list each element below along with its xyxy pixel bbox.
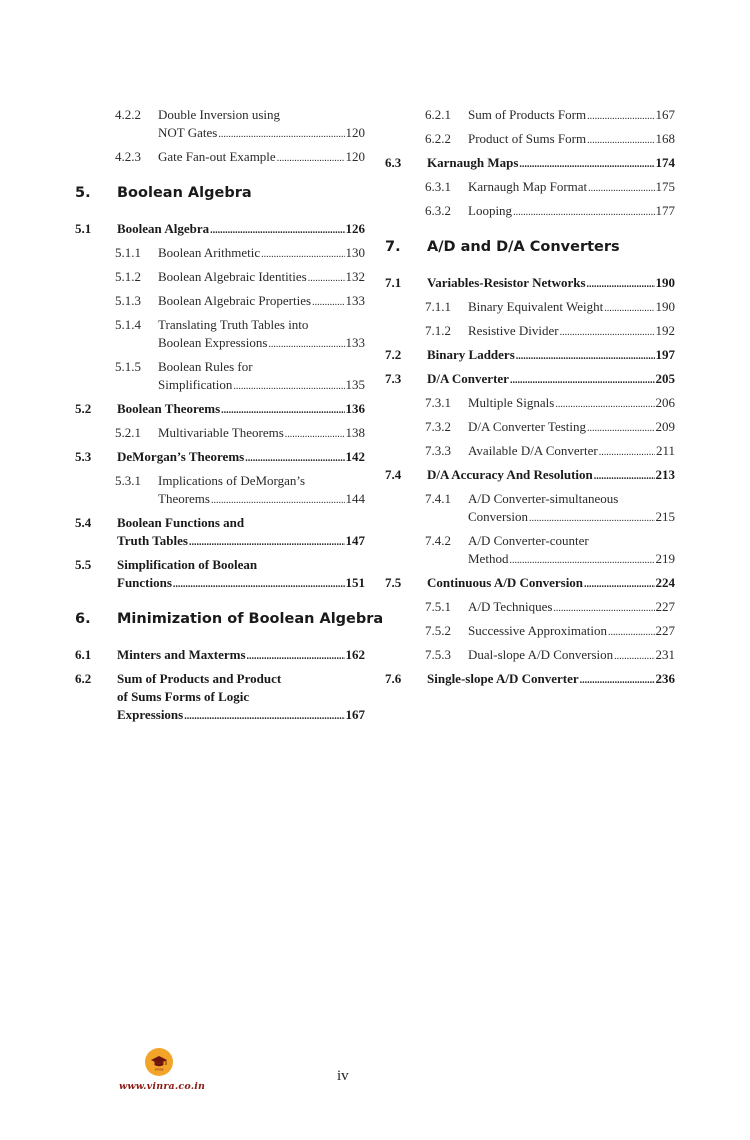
toc-entry-text: Boolean Algebra (117, 185, 252, 201)
toc-entry-text: D/A Converter Testing (468, 419, 587, 434)
toc-page-number: 167 (345, 707, 365, 722)
dot-leader (308, 270, 345, 288)
toc-entry-number: 5.1.2 (115, 269, 141, 284)
dot-leader (587, 276, 655, 294)
toc-entry-number: 6.2 (75, 671, 92, 686)
toc-page-number: 190 (655, 299, 675, 314)
toc-entry-text: Boolean Functions and (117, 515, 245, 530)
toc-entry-text: Boolean Algebra (117, 221, 210, 236)
toc-entry-text: A/D Converter-counter (468, 533, 589, 548)
dot-leader (513, 204, 654, 222)
dot-leader (285, 426, 345, 444)
publisher-logo (145, 1048, 173, 1076)
dot-leader (587, 108, 654, 126)
toc-entry-number: 7.4 (385, 467, 402, 482)
toc-entry-title (158, 358, 365, 396)
graduation-cap-icon (150, 1053, 168, 1071)
toc-entry-text: Double Inversion using (158, 107, 281, 122)
toc-page-number: 126 (345, 221, 365, 236)
toc-entry-text: Boolean Theorems (117, 401, 221, 416)
dot-leader (268, 336, 344, 354)
toc-page-number: 219 (655, 551, 675, 566)
toc-entry-number: 4.2.3 (115, 149, 141, 164)
publisher-website[interactable]: www.vinra.co.in (119, 1081, 206, 1092)
dot-leader (210, 222, 344, 240)
dot-leader (516, 348, 655, 366)
toc-entry-title (427, 154, 675, 174)
toc-entry-text: of Sums Forms of Logic (117, 689, 250, 704)
toc-entry-title (468, 322, 675, 342)
toc-entry-text: Conversion (468, 509, 528, 524)
toc-page-number: 135 (345, 377, 365, 392)
toc-entry-number: 6.3 (385, 155, 402, 170)
toc-entry-title (117, 611, 384, 627)
toc-entry-title (468, 106, 675, 126)
toc-entry-number: 7.4.1 (425, 491, 451, 506)
toc-entry-title (468, 130, 675, 150)
toc-entry-title (117, 646, 365, 666)
toc-entry-number: 6.2.2 (425, 131, 451, 146)
toc-entry-text: Available D/A Converter (468, 443, 598, 458)
toc-entry-number: 6.3.2 (425, 203, 451, 218)
toc-entry-text: Truth Tables (117, 533, 188, 548)
toc-entry-number: 5.3 (75, 449, 92, 464)
toc-page-number: 133 (345, 293, 365, 308)
toc-entry-number: 5.4 (75, 515, 92, 530)
toc-entry-text: Translating Truth Tables into (158, 317, 309, 332)
toc-entry-number: 5. (75, 185, 91, 201)
toc-page-number: 236 (655, 671, 675, 686)
toc-entry-text: Multivariable Theorems (158, 425, 284, 440)
dot-leader (233, 378, 344, 396)
toc-entry-title (468, 418, 675, 438)
dot-leader (580, 672, 655, 690)
toc-entry-title (427, 670, 675, 690)
toc-entry-title (468, 298, 675, 318)
toc-entry-text: Functions (117, 575, 172, 590)
toc-entry-text: Binary Equivalent Weight (468, 299, 604, 314)
toc-entry-text: A/D Converter-simultaneous (468, 491, 619, 506)
toc-entry-title (427, 466, 675, 486)
page-number: iv (337, 1068, 349, 1084)
dot-leader (245, 450, 344, 468)
toc-entry-text: Continuous A/D Conversion (427, 575, 584, 590)
toc-entry-text: Gate Fan-out Example (158, 149, 276, 164)
toc-entry-title (427, 574, 675, 594)
toc-page-number: 213 (655, 467, 675, 482)
dot-leader (584, 576, 654, 594)
toc-entry-title (468, 532, 675, 570)
toc-entry-number: 7.5 (385, 575, 402, 590)
toc-entry-text: A/D Techniques (468, 599, 553, 614)
toc-page-number: 167 (655, 107, 675, 122)
toc-entry-number: 6.3.1 (425, 179, 451, 194)
dot-leader (604, 300, 654, 318)
toc-entry-text: DeMorgan’s Theorems (117, 449, 245, 464)
toc-page-number: 177 (655, 203, 675, 218)
toc-entry-number: 6.1 (75, 647, 92, 662)
toc-page-number: 211 (655, 443, 675, 458)
toc-entry-number: 6.2.1 (425, 107, 451, 122)
toc-entry-title (158, 472, 365, 510)
toc-page-number: 120 (345, 125, 365, 140)
dot-leader (614, 648, 654, 666)
dot-leader (560, 324, 655, 342)
toc-entry-title (468, 442, 675, 462)
toc-page-number: 120 (345, 149, 365, 164)
dot-leader (510, 372, 655, 390)
toc-entry-title (117, 185, 365, 201)
dot-leader (173, 576, 345, 594)
dot-leader (555, 396, 654, 414)
toc-entry-number: 5.2.1 (115, 425, 141, 440)
toc-page-number: 209 (655, 419, 675, 434)
dot-leader (587, 132, 654, 150)
toc-entry-title (158, 292, 365, 312)
toc-page-number: 175 (655, 179, 675, 194)
toc-entry-number: 7.3.2 (425, 419, 451, 434)
toc-entry-number: 5.5 (75, 557, 92, 572)
toc-entry-text: Sum of Products and Product (117, 671, 282, 686)
dot-leader (587, 420, 654, 438)
toc-entry-number: 6. (75, 611, 91, 627)
dot-leader (588, 180, 654, 198)
dot-leader (594, 468, 655, 486)
svg-text:vinra: vinra (154, 1067, 164, 1071)
dot-leader (509, 552, 654, 570)
dot-leader (608, 624, 654, 642)
toc-entry-text: Karnaugh Maps (427, 155, 519, 170)
toc-entry-title (468, 622, 675, 642)
toc-entry-number: 7.1 (385, 275, 402, 290)
toc-page-number: 227 (655, 599, 675, 614)
toc-entry-title (158, 106, 365, 144)
dot-leader (277, 150, 345, 168)
toc-page-number: 142 (345, 449, 365, 464)
toc-entry-number: 7.5.2 (425, 623, 451, 638)
toc-entry-title (427, 274, 675, 294)
toc-page-number: 231 (655, 647, 675, 662)
toc-entry-text: Theorems (158, 491, 210, 506)
toc-entry-title (468, 490, 675, 528)
toc-entry-title (117, 400, 365, 420)
toc-page-number: 144 (345, 491, 365, 506)
toc-page-number: 138 (345, 425, 365, 440)
toc-entry-number: 5.1.5 (115, 359, 141, 374)
dot-leader (553, 600, 654, 618)
toc-entry-text: Minters and Maxterms (117, 647, 246, 662)
toc-entry-title (158, 268, 365, 288)
toc-entry-title (117, 514, 365, 552)
toc-entry-number: 5.1.1 (115, 245, 141, 260)
dot-leader (184, 708, 344, 726)
toc-page-number: 197 (655, 347, 675, 362)
toc-entry-title (158, 316, 365, 354)
toc-entry-title (468, 646, 675, 666)
toc-entry-text: Product of Sums Form (468, 131, 587, 146)
toc-entry-number: 5.2 (75, 401, 92, 416)
toc-entry-text: Boolean Arithmetic (158, 245, 261, 260)
toc-entry-text: Simplification of Boolean (117, 557, 258, 572)
dot-leader (189, 534, 345, 552)
toc-entry-title (158, 148, 365, 168)
toc-entry-number: 7.1.2 (425, 323, 451, 338)
toc-page-number: 151 (345, 575, 365, 590)
toc-entry-number: 5.3.1 (115, 473, 141, 488)
toc-entry-title (468, 598, 675, 618)
toc-entry-title (158, 424, 365, 444)
toc-entry-number: 7.2 (385, 347, 402, 362)
toc-page-number: 168 (655, 131, 675, 146)
toc-entry-text: Multiple Signals (468, 395, 555, 410)
toc-entry-text: Looping (468, 203, 513, 218)
toc-page-number: 190 (655, 275, 675, 290)
toc-page-number: 215 (655, 509, 675, 524)
toc-entry-number: 7.1.1 (425, 299, 451, 314)
toc-entry-number: 7.6 (385, 671, 402, 686)
toc-entry-text: D/A Accuracy And Resolution (427, 467, 593, 482)
toc-entry-number: 5.1.4 (115, 317, 141, 332)
toc-entry-text: NOT Gates (158, 125, 218, 140)
toc-page-number: 205 (655, 371, 675, 386)
toc-entry-number: 7.4.2 (425, 533, 451, 548)
toc-entry-text: Boolean Rules for (158, 359, 253, 374)
dot-leader (221, 402, 344, 420)
toc-entry-title (427, 346, 675, 366)
toc-entry-text: Boolean Expressions (158, 335, 268, 350)
toc-entry-title (468, 202, 675, 222)
toc-entry-text: Binary Ladders (427, 347, 515, 362)
toc-page-number: 224 (655, 575, 675, 590)
dot-leader (247, 648, 345, 666)
toc-entry-number: 7.3.3 (425, 443, 451, 458)
toc-entry-text: Boolean Algebraic Identities (158, 269, 307, 284)
toc-entry-title (117, 220, 365, 240)
toc-entry-title (117, 670, 365, 726)
toc-entry-number: 5.1 (75, 221, 92, 236)
toc-entry-title (427, 370, 675, 390)
toc-page-number: 130 (345, 245, 365, 260)
toc-entry-text: Expressions (117, 707, 184, 722)
toc-entry-text: Dual-slope A/D Conversion (468, 647, 614, 662)
toc-page-number: 206 (655, 395, 675, 410)
toc-entry-text: Boolean Algebraic Properties (158, 293, 312, 308)
toc-entry-text: Karnaugh Map Format (468, 179, 588, 194)
toc-entry-number: 7.3.1 (425, 395, 451, 410)
toc-entry-title (468, 178, 675, 198)
dot-leader (312, 294, 344, 312)
toc-page-number: 136 (345, 401, 365, 416)
toc-entry-title (427, 239, 675, 255)
dot-leader (529, 510, 655, 528)
toc-entry-text: Variables-Resistor Networks (427, 275, 586, 290)
toc-entry-text: D/A Converter (427, 371, 509, 386)
toc-entry-number: 7. (385, 239, 401, 255)
toc-page-number: 132 (345, 269, 365, 284)
toc-page-number: 162 (345, 647, 365, 662)
toc-entry-text: Sum of Products Form (468, 107, 587, 122)
toc-entry-title (158, 244, 365, 264)
dot-leader (261, 246, 344, 264)
toc-entry-title (117, 448, 365, 468)
dot-leader (218, 126, 344, 144)
toc-entry-number: 7.5.3 (425, 647, 451, 662)
toc-entry-text: Implications of DeMorgan’s (158, 473, 306, 488)
toc-page-number: 133 (345, 335, 365, 350)
toc-page-number: 227 (655, 623, 675, 638)
toc-entry-text: Minimization of Boolean Algebra (117, 611, 384, 627)
toc-page-number: 174 (655, 155, 675, 170)
toc-entry-text: Method (468, 551, 509, 566)
toc-page-number: 147 (345, 533, 365, 548)
toc-entry-number: 7.5.1 (425, 599, 451, 614)
toc-entry-number: 5.1.3 (115, 293, 141, 308)
toc-entry-text: Successive Approximation (468, 623, 608, 638)
toc-entry-number: 4.2.2 (115, 107, 141, 122)
toc-entry-number: 7.3 (385, 371, 402, 386)
toc-entry-text: Resistive Divider (468, 323, 559, 338)
toc-entry-text: Simplification (158, 377, 233, 392)
toc-entry-title (468, 394, 675, 414)
dot-leader (599, 444, 655, 462)
dot-leader (211, 492, 345, 510)
toc-entry-text: A/D and D/A Converters (427, 239, 620, 255)
dot-leader (519, 156, 654, 174)
toc-entry-text: Single-slope A/D Converter (427, 671, 579, 686)
toc-page-number: 192 (655, 323, 675, 338)
toc-entry-title (117, 556, 365, 594)
